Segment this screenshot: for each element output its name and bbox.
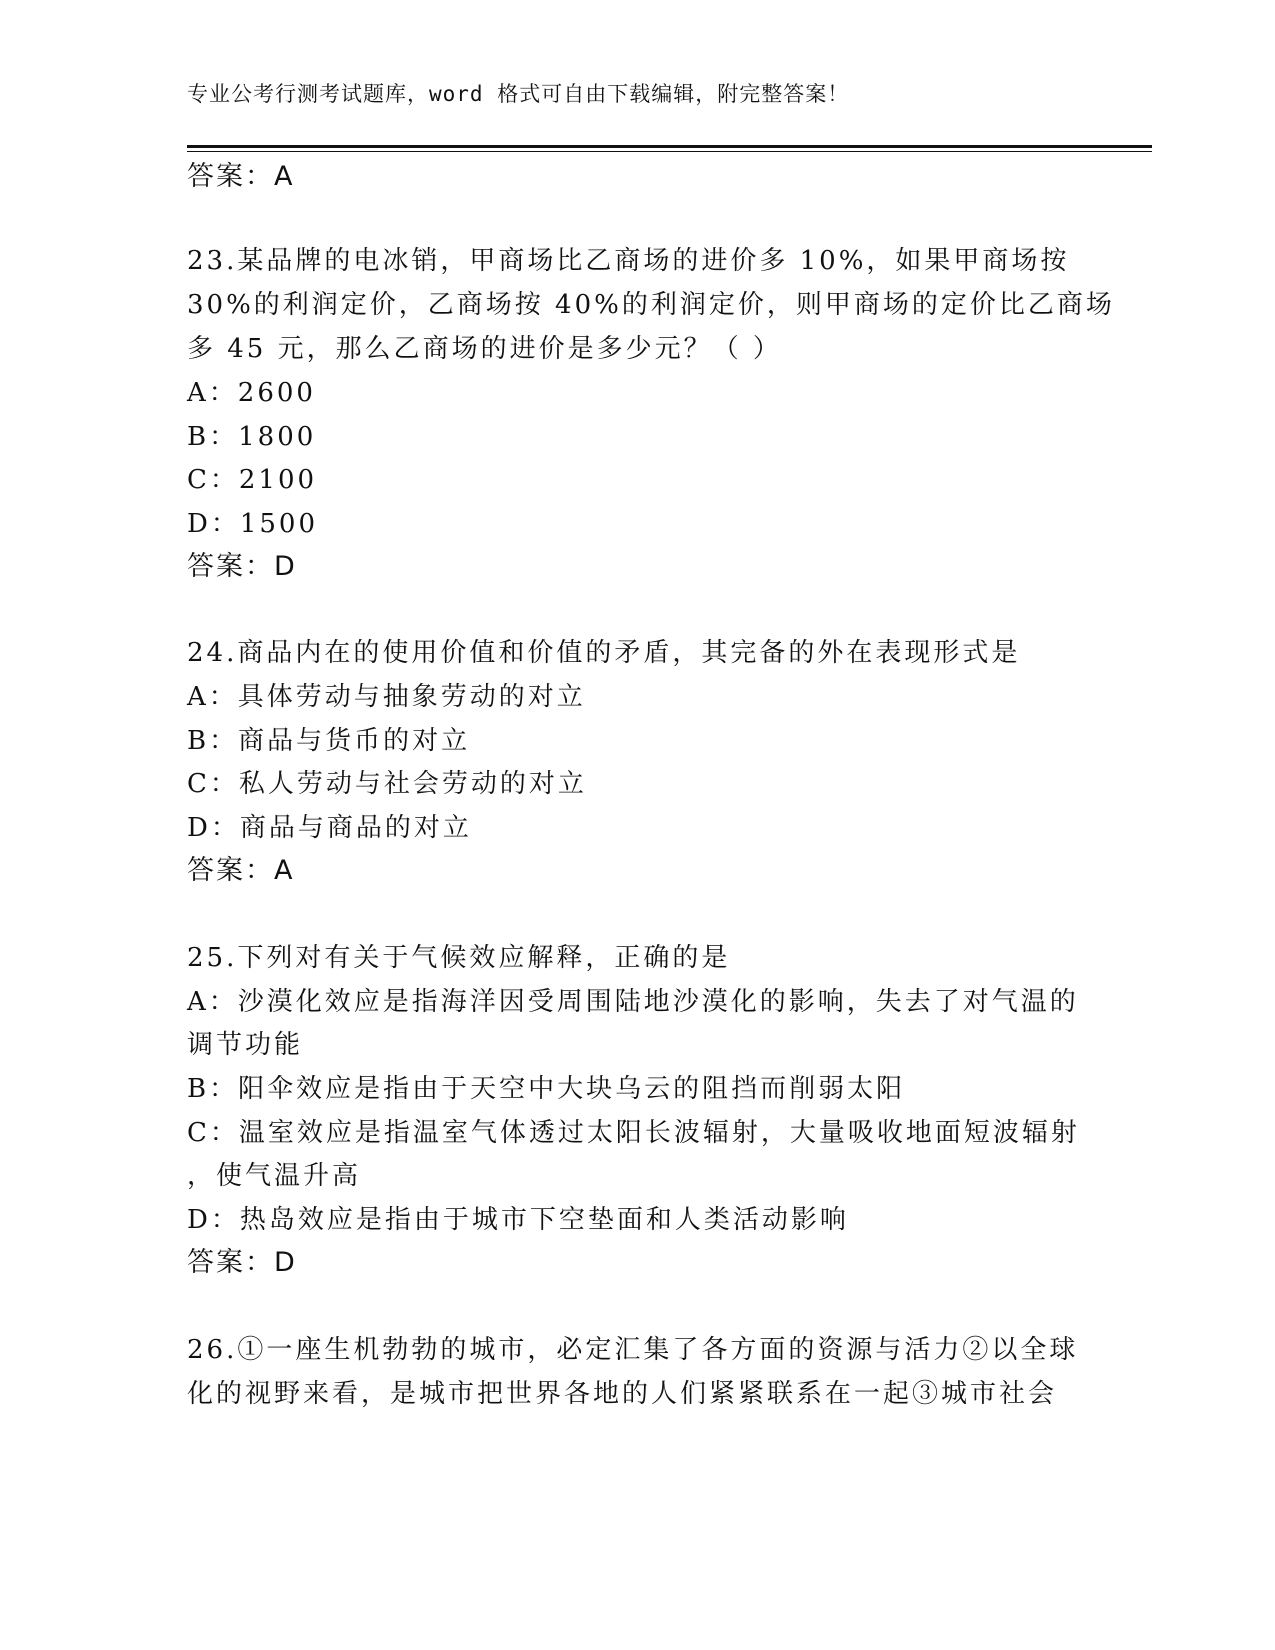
- question-23-text-line-2: 30%的利润定价，乙商场按 40%的利润定价，则甲商场的定价比乙商场: [187, 290, 1115, 320]
- question-23-text-line-1: 23.某品牌的电冰销，甲商场比乙商场的进价多 10%，如果甲商场按: [187, 246, 1070, 276]
- question-25-option-b: B：阳伞效应是指由于天空中大块乌云的阻挡而削弱太阳: [187, 1074, 906, 1104]
- question-25-option-a-line-1: A：沙漠化效应是指海洋因受周围陆地沙漠化的影响，失去了对气温的: [187, 987, 1079, 1017]
- question-23-text-line-3: 多 45 元，那么乙商场的进价是多少元？（ ）: [187, 334, 782, 364]
- question-23-option-d: D：1500: [187, 509, 319, 539]
- question-24-text-line-1: 24.商品内在的使用价值和价值的矛盾，其完备的外在表现形式是: [187, 638, 1021, 668]
- question-24-option-b: B：商品与货币的对立: [187, 726, 471, 756]
- question-23-option-a: A：2600: [187, 378, 316, 408]
- question-25-option-d: D：热岛效应是指由于城市下空垫面和人类活动影响: [187, 1205, 849, 1235]
- question-23-option-c: C：2100: [187, 465, 318, 495]
- question-25-option-c-line-1: C：温室效应是指温室气体透过太阳长波辐射，大量吸收地面短波辐射: [187, 1118, 1080, 1148]
- question-24-option-d: D：商品与商品的对立: [187, 813, 472, 843]
- question-26-text-line-2: 化的视野来看，是城市把世界各地的人们紧紧联系在一起③城市社会: [187, 1379, 1058, 1409]
- answer-line-q22: 答案：A: [187, 161, 295, 192]
- question-24-option-a: A：具体劳动与抽象劳动的对立: [187, 682, 586, 712]
- question-24-option-c: C：私人劳动与社会劳动的对立: [187, 769, 587, 799]
- header-rule-thick: [187, 145, 1152, 148]
- question-25-answer: 答案：D: [187, 1247, 297, 1278]
- question-23-option-b: B：1800: [187, 422, 317, 452]
- question-25-text-line-1: 25.下列对有关于气候效应解释，正确的是: [187, 943, 731, 973]
- question-25-option-c-line-2: ，使气温升高: [187, 1161, 362, 1191]
- question-26-text-line-1: 26.①一座生机勃勃的城市，必定汇集了各方面的资源与活力②以全球: [187, 1335, 1079, 1365]
- question-25-option-a-line-2: 调节功能: [187, 1030, 304, 1060]
- page-header-text: 专业公考行测考试题库，word 格式可自由下载编辑，附完整答案！: [187, 82, 850, 106]
- question-23-answer: 答案：D: [187, 551, 297, 582]
- header-rule-thin: [187, 151, 1152, 152]
- question-24-answer: 答案：A: [187, 855, 295, 886]
